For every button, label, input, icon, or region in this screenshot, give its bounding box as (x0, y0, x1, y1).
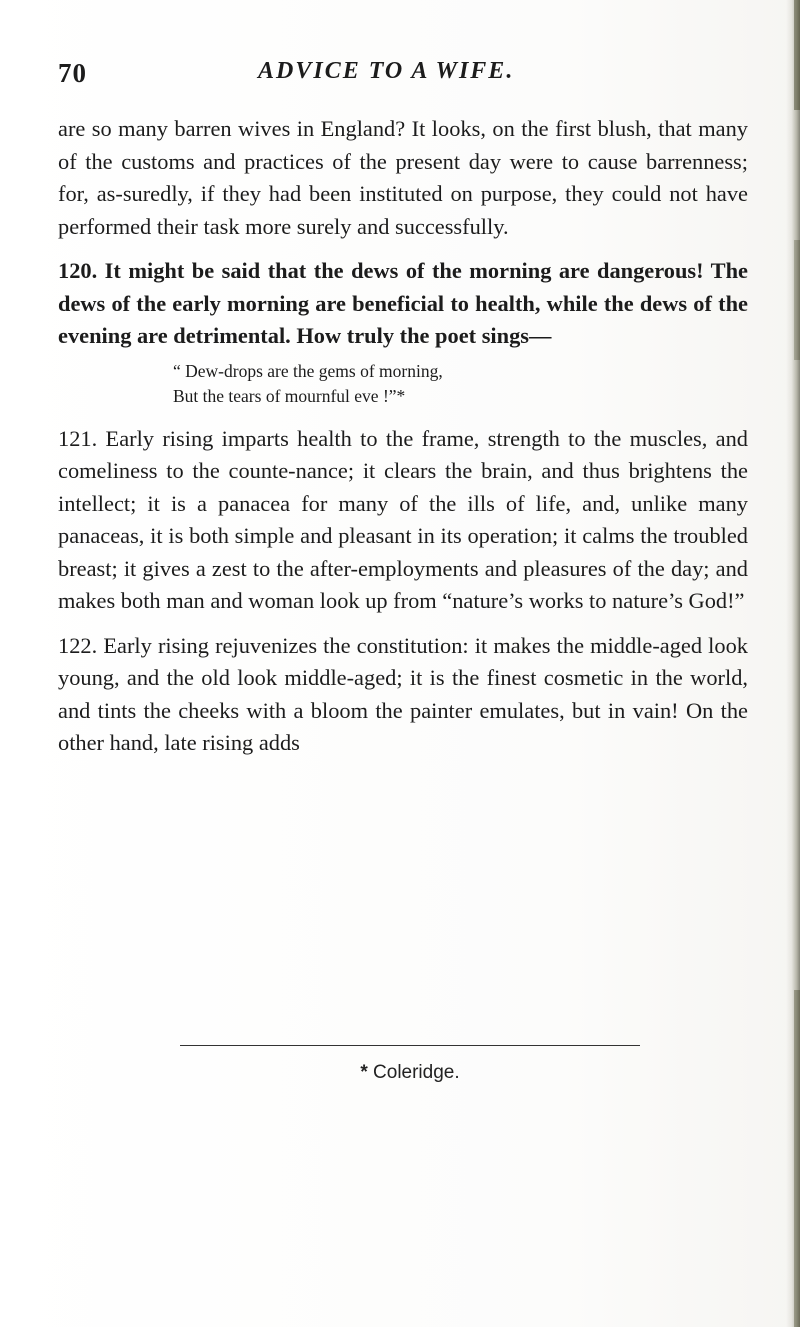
paragraph-text: are so many barren wives in England? It looks, on the first blush, that many of the customs and practices of the present day were to cause barrenness; for, as-suredly, if they had been instituted on purpose, they could not have performed their task more surely and successfully. (58, 116, 748, 239)
paragraph-continued (58, 113, 748, 243)
page-header (58, 58, 748, 98)
paragraph-121 (58, 423, 748, 618)
page-edge-stain (794, 990, 800, 1327)
page-edge-stain (794, 240, 800, 360)
page-edge-stain (794, 0, 800, 110)
poem-quote (173, 359, 748, 409)
footnote-divider (180, 1045, 640, 1046)
running-title: ADVICE TO A WIFE. (258, 58, 515, 84)
paragraph-122 (58, 630, 748, 760)
paragraph-number: 122. (58, 632, 98, 658)
paragraph-text: Early rising rejuvenizes the constitution: it makes the middle-aged look young, and the old look middle-aged; it is the finest cosmetic in the world, and tints the cheeks with a bloom the painter emulates, but in vain! On the other hand, late rising adds (58, 632, 748, 755)
page-number: 70 (58, 58, 87, 88)
quote-line-2: But the tears of mournful eve !”* (173, 385, 406, 406)
paragraph-number: 121. (58, 425, 98, 451)
footnote-text: Coleridge. (373, 1062, 460, 1083)
quote-line-1: “ Dew-drops are the gems of morning, (173, 360, 443, 381)
paragraph-text: Early rising imparts health to the frame, strength to the muscles, and comeliness to the counte-nance; it clears the brain, and thus brightens the intellect; it is a panacea for many of the ills of life, and, unlike many panaceas, it is both simple and pleasant in its operation; it calms the troubled breast; it gives a zest to the after-employments and pleasures of the day; and makes both man and woman look up from “nature’s works to nature’s God!” (58, 425, 748, 613)
paragraph-120 (58, 255, 748, 353)
paragraph-number: 120. (58, 258, 98, 283)
body-text (58, 113, 748, 760)
footnote-marker: * (360, 1062, 368, 1083)
footnote (0, 1062, 800, 1084)
paragraph-text: It might be said that the dews of the morning are dangerous! The dews of the early morning are beneficial to health, while the dews of the evening are detrimental. How truly the poet sings— (58, 258, 748, 348)
